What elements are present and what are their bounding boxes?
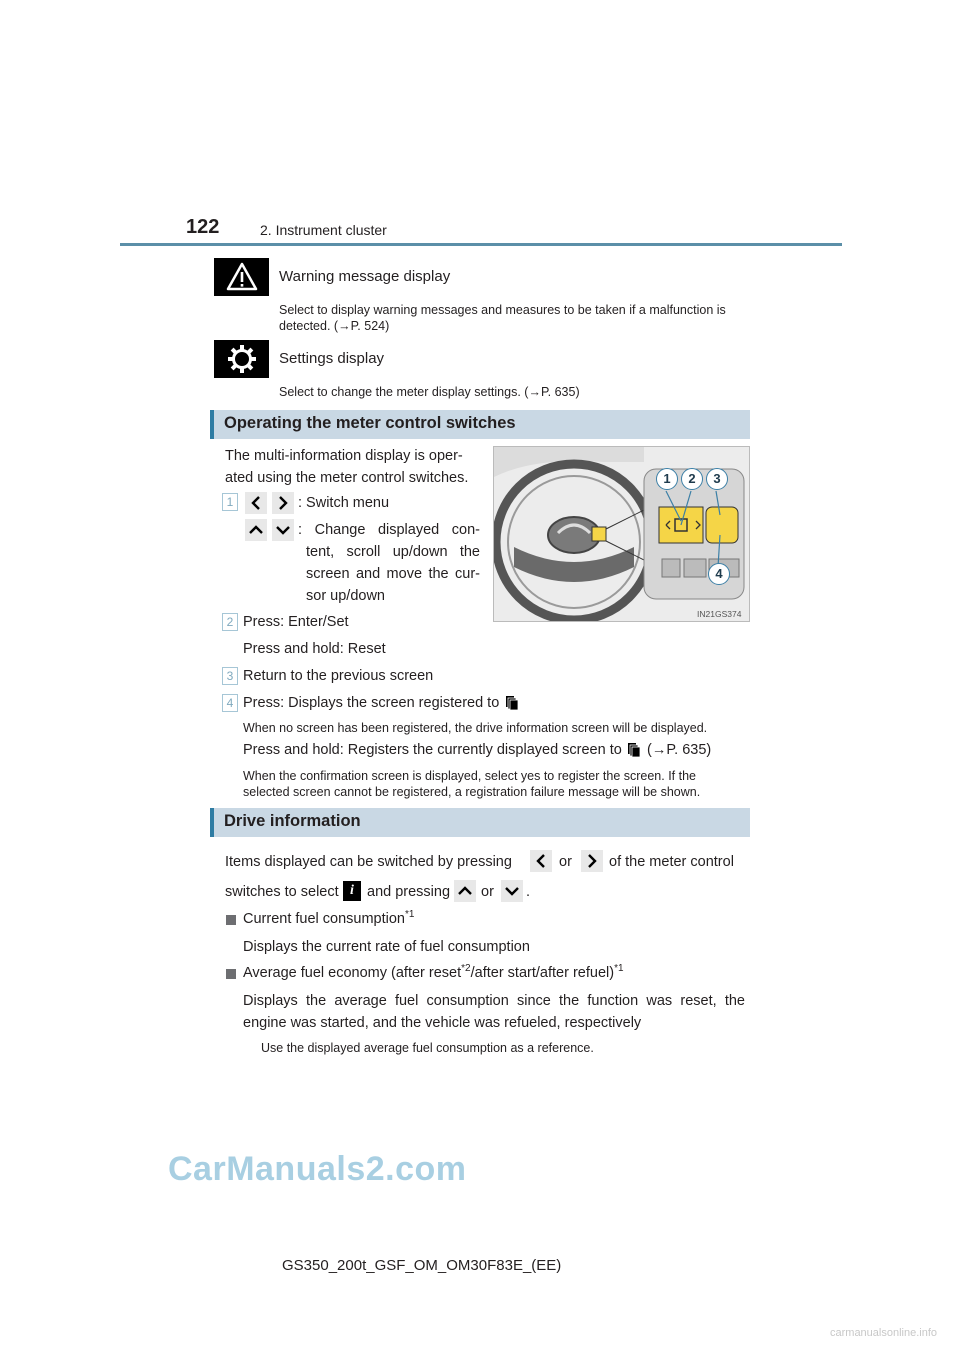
warning-triangle-icon	[214, 258, 269, 296]
items-switched-text: Items displayed can be switched by pressing	[225, 854, 512, 870]
heading-text-a: Average fuel economy (after reset	[243, 964, 462, 981]
steering-wheel-diagram	[493, 446, 750, 622]
callout-3: 3	[706, 468, 728, 490]
confirmation-note-line-2: selected screen cannot be registered, a registration failure message will be shown.	[243, 785, 701, 799]
registered-screen-icon-2	[627, 742, 641, 763]
down-arrow-key-icon	[272, 519, 294, 541]
warning-display-description: Select to display warning messages and measures to be taken if a malfunction is detected. (→P. 524)	[279, 303, 726, 333]
heading-text: Current fuel consumption	[243, 910, 405, 927]
left-arrow-key-icon-2	[530, 850, 552, 872]
press-hold-registers-text: Press and hold: Registers the currently displayed screen to	[243, 742, 622, 758]
intro-line-1: The multi-information display is oper-	[225, 448, 463, 464]
enter-set-text: Press: Enter/Set	[243, 614, 349, 630]
switches-to-select-text: switches to select	[225, 884, 339, 900]
item-number-2: 2	[222, 613, 238, 631]
footer-code: GS350_200t_GSF_OM_OM30F83E_(EE)	[282, 1257, 562, 1274]
footnote-ref-b: *1	[614, 963, 624, 974]
item-number-1: 1	[222, 493, 238, 511]
section-title-drive-info: Drive information	[224, 812, 361, 830]
site-watermark: carmanualsonline.info	[830, 1327, 938, 1339]
info-icon: i	[343, 881, 361, 901]
or-text-2: or	[481, 884, 494, 900]
bullet-square	[226, 915, 236, 925]
change-display-line-4: sor up/down	[306, 588, 385, 604]
page-number: 122	[186, 216, 220, 238]
return-text: Return to the previous screen	[243, 668, 434, 684]
section-title: Operating the meter control switches	[224, 414, 516, 432]
section-drive-information	[210, 808, 750, 837]
sentence-end: .	[526, 884, 531, 900]
change-display-line-3: screen and move the cur-	[306, 566, 480, 582]
item-number-3: 3	[222, 667, 238, 685]
and-pressing-text: and pressing	[367, 884, 451, 900]
or-text-1: or	[559, 854, 572, 870]
up-arrow-key-icon	[245, 519, 267, 541]
settings-display-description: Select to change the meter display settings. (→P. 635)	[279, 385, 580, 399]
up-arrow-key-icon-2	[454, 880, 476, 902]
page-ref-635: (→P. 635)	[647, 742, 712, 758]
right-arrow-key-icon	[272, 492, 294, 514]
press-displays-text: Press: Displays the screen registered to	[243, 695, 500, 711]
average-fuel-text-line-1: Displays the average fuel consumption since the function was reset, the	[243, 993, 745, 1009]
diagram-code: IN21GS374	[697, 609, 742, 619]
reset-text: Press and hold: Reset	[243, 641, 386, 657]
heading-text-b: /after start/after refuel)	[470, 964, 615, 981]
intro-line-2: ated using the meter control switches.	[225, 470, 469, 486]
callout-4: 4	[708, 563, 730, 585]
registered-screen-icon	[505, 695, 519, 716]
chapter-title: 2. Instrument cluster	[260, 222, 387, 238]
average-fuel-text-line-2: engine was started, and the vehicle was refueled, respectively	[243, 1015, 642, 1031]
change-display-line-1: : Change displayed con-	[298, 522, 480, 538]
header-rule	[120, 243, 842, 246]
no-screen-note: When no screen has been registered, the drive information screen will be displayed.	[243, 721, 708, 735]
callout-2: 2	[681, 468, 703, 490]
switch-menu-text: : Switch menu	[298, 495, 390, 511]
change-display-line-2: tent, scroll up/down the	[306, 544, 480, 560]
left-arrow-key-icon	[245, 492, 267, 514]
current-fuel-consumption-text: Displays the current rate of fuel consumption	[243, 939, 530, 955]
current-fuel-consumption-heading	[243, 909, 414, 927]
down-arrow-key-icon-2	[501, 880, 523, 902]
item-number-4: 4	[222, 694, 238, 712]
footnote-ref-a: *2	[461, 963, 471, 974]
footnote-ref: *1	[405, 909, 415, 920]
confirmation-note-line-1: When the confirmation screen is displayed, select yes to register the screen. If the	[243, 769, 696, 783]
average-fuel-note: Use the displayed average fuel consumption as a reference.	[261, 1041, 594, 1055]
callout-1: 1	[656, 468, 678, 490]
watermark: CarManuals2.com	[168, 1150, 467, 1188]
average-fuel-economy-heading	[243, 963, 624, 981]
bullet-square-2	[226, 969, 236, 979]
warning-display-title: Warning message display	[279, 268, 451, 285]
gear-icon	[214, 340, 269, 378]
of-meter-control-text: of the meter control	[609, 854, 734, 870]
section-operating-meter-switches	[210, 410, 750, 439]
right-arrow-key-icon-2	[581, 850, 603, 872]
settings-display-title: Settings display	[279, 350, 385, 367]
